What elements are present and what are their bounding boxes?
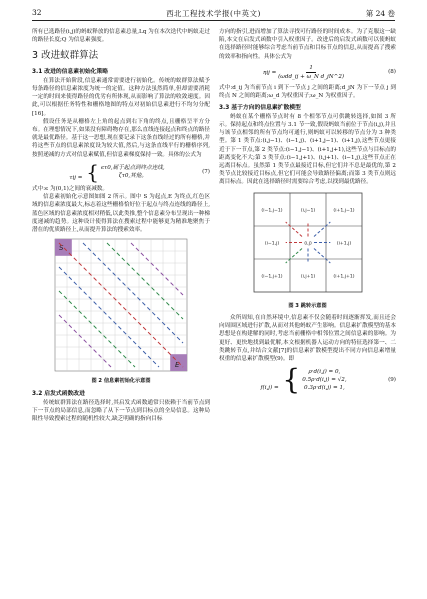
jump-grid-figure xyxy=(248,191,368,297)
paragraph: 传统蚁群算法在路径选择时,其启发式函数通常只依赖于当前节点到下一节点的局部信息,而忽略了从下一节点到目标点的全局信息。这种局限性导致搜索过程的随机性较大,缺乏明确的指向目标 xyxy=(32,399,210,423)
pheromone-grid-figure xyxy=(46,238,196,372)
grid-cell-label: (i+1,j−1) xyxy=(332,208,355,214)
eq9-case-2: 0.5ρ·d(i,j) = √2, xyxy=(302,377,347,384)
left-column xyxy=(32,28,210,423)
eq8-denominator: (ωdd_ij + ω_N d_jN^2) xyxy=(278,74,345,81)
paragraph: 假设任务是从栅格左上角的起点到右下角的终点,且栅格呈平方分布。在理想情况下,如果没有障碍物存在,那么直线连接起点和终点的路径就是最优路径。基于这一思想,现在要记录下这条直线经过的所有栅格,并将这些节点的信息素浓度设为较大值,然后,与这条直线平行的栅格序列,按照递减的方式对信息素赋值,但信息素梯度保持一致。具体的公式为 xyxy=(32,118,210,158)
right-column xyxy=(219,28,396,397)
grid-cell-label: (i,j+1) xyxy=(300,274,315,280)
paragraph: 众所周知,在自然环境中,信息素不仅会随着时间逐渐挥发,而且还会向周围区域进行扩散,从而对其他蚂蚁产生影响。信息素扩散模型的基本思想是在构建解的同时,考虑当前栅格中相邻位置之间信息素的影响。为更好、更快地找到最优解,本文根据机器人运动方向的特征选择第一、二类跳转节点,并结合文献[7]的信息素扩散模型提出不同方向信息素增量权重的信息素扩散模型(9)。即 xyxy=(219,315,396,363)
eq7-number: (7) xyxy=(202,168,210,175)
grid-cell-label: (i−1,j−1) xyxy=(260,208,283,214)
eq8-number: (8) xyxy=(388,69,396,76)
page-number: 32 xyxy=(32,8,42,17)
subsection-3-3-title: 3.3 基于方向的信息素扩散模型 xyxy=(219,104,301,111)
grid-cell-label: (i+1,j) xyxy=(336,241,351,247)
volume-label: 第 24 卷 xyxy=(365,9,395,18)
eq7-case-1: ϵτ0,属于起点到终点连线, xyxy=(100,164,165,171)
start-label: S xyxy=(59,244,64,253)
figure-2 xyxy=(32,238,210,385)
paragraph: 信息素初始化示意图如图 2 所示。图中 S 为起点,E 为终点,红色区域的信息素浓度最大,标志着这些栅格恰好位于起点与终点连线的路径上,蓝色区域的信息素浓度相对稍低,以此类推,整个信息素分布呈现出一种梯度递减的趋势。这种设计使得算法在搜索过程中能够更为精准地聚焦于潜在的优质路径上,从而提升算法的搜索效率。 xyxy=(32,194,210,234)
grid-cell-label: (i,j) xyxy=(303,241,312,247)
eq9-number: (9) xyxy=(388,377,396,384)
figure-2-caption: 图 2 信息素初始化示意图 xyxy=(91,378,151,385)
equation-8 xyxy=(219,64,396,81)
paragraph: 蚂蚁在某个栅格节点时有 8 个相邻节点可供跳转选择,如图 3 所示。保持起点和终点位置与 3.1 节一致,假设蚂蚁当前位于节点(i,j),并且与该节点相邻的所有节点均可通行,则蚂蚁可以转移的节点分为 3 种类型。第 1 类节点:(i,j−1)、(i−1,j)、(i+1,j−1)、(i+1,j),这些节点更接近于下一节点,第 2 类节点:(i−1,j−1)、(i+1,j+1),这些节点与目标点的距离变化不大;第 3 类节点:(i−1,j+1)、(i,j+1)、(i−1,j),这些节点正在远离目标点。虽然第 1 类节点最接近目标,但它们并不总是最优的,第 2 类节点比较接近目标点,但它们可能会导致路径偏离;而第 3 类节点则远离目标点。因此在选择路径时需要综合考虑,以找到最优路径。 xyxy=(219,113,396,186)
journal-title: 西北工程技术学报(中英文) xyxy=(166,9,261,18)
subsection-3-1-title: 3.1 改进的信息素初始化策略 xyxy=(32,68,109,75)
paragraph: 在算法开始阶段,信息素通常需要进行初始化。传统的蚁群算法赋予每条路径的信息素浓度为统一的定值。这种方法虽然简单,但却需要消耗一定的时间来使得路径的优劣有所体现,从而影响了算法的收敛速度。因此,可以根据任务特性和栅格地图的特点对初始信息素进行不均匀分配[16]。 xyxy=(32,77,210,117)
eq7-lhs: τij = xyxy=(69,174,83,181)
eq8-numerator: 1 xyxy=(306,64,316,73)
eq9-lhs: f(i,j) = xyxy=(260,385,279,392)
grid-cell-label: (i,j−1) xyxy=(300,208,315,214)
intro-paragraph: 所有已选路径(i,j)的蚂蚁释放的信息素总量,Lq 为在本次迭代中蚂蚁走过的路径长度;Q 为信息素强度。 xyxy=(32,29,210,44)
grid-cell-label: (i−1,j+1) xyxy=(260,274,283,280)
figure-3-caption: 图 3 跳转示意图 xyxy=(288,302,327,309)
eq7-case-2: ζτ0,其他。 xyxy=(118,172,147,179)
eq9-case-3: 0.3ρ·d(i,j) = 1, xyxy=(304,385,345,392)
paragraph: 方向的指引,进而增加了算法寻找可行路径的时间成本。为了克服这一缺陷,本文在启发式函数中引入权重因子。改进后的启发式函数可以使蚂蚁在选择路径时能够综合考虑当前节点和目标节点的信息,从而提高了搜索的效率和指向性。具体公式为 xyxy=(219,29,396,60)
figure-3 xyxy=(219,191,396,310)
grid-cell-label: (i+1,j+1) xyxy=(332,274,355,280)
eq8-lhs: ηij = xyxy=(263,70,277,77)
end-label: E xyxy=(175,361,180,370)
eq7-note: 式中:ϵ 为(0,1)之间的衰减数。 xyxy=(32,186,108,193)
equation-7: τij = { ϵτ0,属于起点到终点连线, ζτ0,其他。 (7) xyxy=(69,159,210,184)
section-title: 3 改进蚁群算法 xyxy=(32,50,99,62)
running-header xyxy=(32,6,395,21)
eq8-note: 式中:d_ij 为当前节点 i 到下一节点 j 之间的距离;d_jN 为下一节点 j 到终点 N 之间的距离;ω_d 为权重因子;ω_N 为权重因子。 xyxy=(219,85,396,100)
grid-cell-label: (i−1,j) xyxy=(264,241,279,247)
eq9-case-1: ρ·d(i,j) = 0, xyxy=(308,369,341,376)
subsection-3-2-title: 3.2 启发式函数改进 xyxy=(32,390,85,397)
equation-9: f(i,j) = { ρ·d(i,j) = 0, 0.5ρ·d(i,j) = √2, 0.3ρ·d(i,j) = 1, (9) xyxy=(260,363,396,397)
